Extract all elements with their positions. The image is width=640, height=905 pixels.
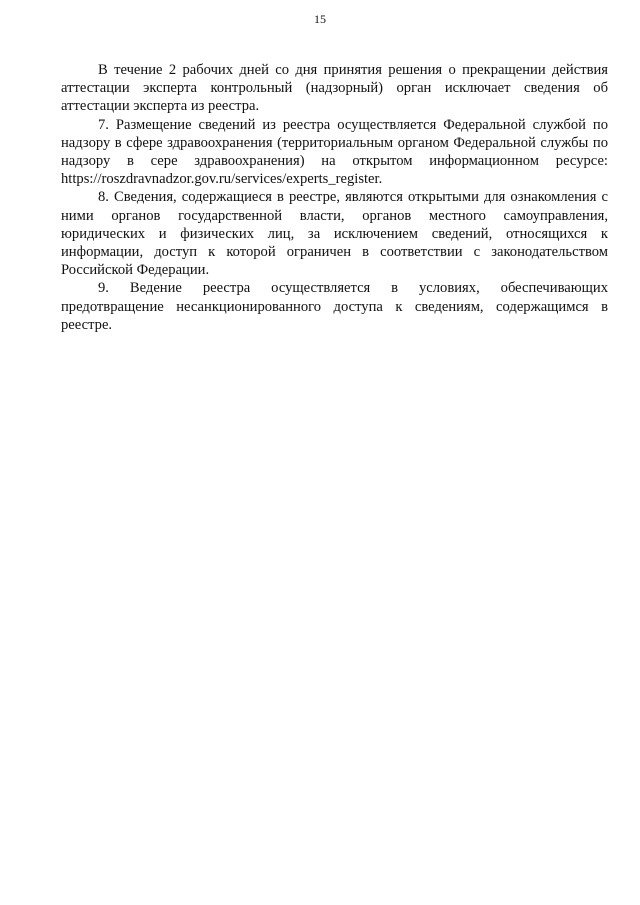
page-number: 15 — [314, 12, 326, 26]
paragraph-9-protection: 9. Ведение реестра осуществляется в условиях, обеспечивающих предотвращение несанкционированного доступа к сведениям, содержащимся в реестре. — [61, 280, 608, 333]
paragraph-7-publication — [61, 116, 608, 189]
register-url-link[interactable]: https://roszdravnadzor.gov.ru/services/experts_register. — [61, 171, 383, 188]
paragraph-8-openness: 8. Сведения, содержащиеся в реестре, являются открытыми для ознакомления с ними органов государственной власти, органов местного самоуправления, юридических и физических лиц, за исключением сведений, относящихся к информации, доступ к которой ограничен в соответствии с законодательством Российской Федерации. — [61, 189, 608, 279]
document-body — [61, 61, 608, 334]
paragraph-7-text: 7. Размещение сведений из реестра осуществляется Федеральной службой по надзору в сфере здравоохранения (территориальным органом Федеральной службы по надзору в сере здравоохранения) на открытом информационном ресурсе: — [61, 116, 608, 170]
paragraph-attestation-removal: В течение 2 рабочих дней со дня принятия решения о прекращении действия аттестации эксперта контрольный (надзорный) орган исключает сведения об аттестации эксперта из реестра. — [61, 62, 608, 115]
